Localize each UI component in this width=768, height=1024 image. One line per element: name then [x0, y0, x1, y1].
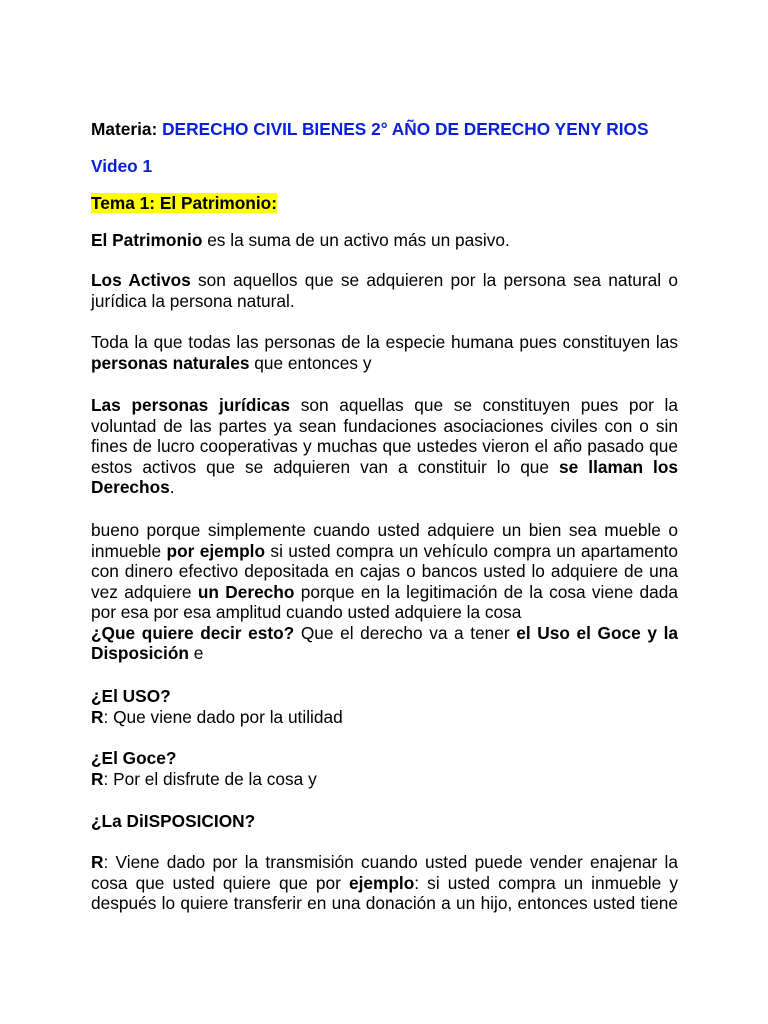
term-disposicion: Disposición	[91, 643, 189, 663]
line: por esa por esa amplitud cuando usted adquiere la cosa	[91, 602, 522, 622]
line: bueno porque simplemente cuando usted adquiere un bien sea mueble o	[91, 520, 678, 540]
line	[91, 477, 678, 498]
text: cosa que usted quiere que por	[91, 872, 349, 893]
line	[91, 541, 678, 562]
term-patrimonio: El Patrimonio	[91, 230, 203, 250]
text: es la suma de un activo más un pasivo.	[202, 230, 510, 250]
term-uso-goce: el Uso el Goce y la	[516, 622, 678, 643]
term-derechos: Derechos	[91, 477, 170, 497]
question-goce: ¿El Goce?	[91, 748, 177, 768]
line: jurídica la persona natural.	[91, 290, 295, 311]
line: voluntad de las partes ya sean fundaciones asociaciones civiles con o sin	[91, 415, 678, 436]
paragraph-transmision	[91, 852, 678, 914]
question-que-quiere-decir: ¿Que quiere decir esto?	[91, 622, 295, 643]
question-uso: ¿El USO?	[91, 686, 171, 706]
line	[91, 623, 678, 644]
answer-marker: R	[91, 706, 104, 727]
text: : Que viene dado por la utilidad	[103, 706, 343, 727]
text: : Por el disfrute de la cosa y	[103, 768, 317, 789]
video-title	[91, 156, 678, 177]
line: Toda la que todas las personas de la especie humana pues constituyen las	[91, 332, 678, 352]
paragraph-personas-juridicas	[91, 395, 678, 498]
line: después lo quiere transferir en una donación a un hijo, entonces usted tiene	[91, 893, 678, 913]
term-por-ejemplo: por ejemplo	[166, 540, 266, 561]
term-personas-juridicas: Las personas jurídicas	[91, 395, 291, 415]
line	[91, 643, 678, 664]
line	[91, 270, 678, 291]
answer-marker: R	[91, 852, 104, 872]
qa-uso	[91, 686, 678, 727]
qa-goce	[91, 748, 678, 789]
tema-label: Tema 1: El Patrimonio:	[91, 193, 277, 213]
answer-marker: R	[91, 768, 104, 789]
answer-uso	[91, 707, 678, 728]
line	[91, 852, 678, 873]
term-ejemplo: ejemplo	[348, 872, 415, 893]
question-disposicion: ¿La DiISPOSICION?	[91, 811, 256, 831]
tema-heading	[91, 193, 678, 214]
answer-goce	[91, 769, 678, 790]
text: Que el derecho va a tener	[294, 622, 517, 643]
line: fines de lucro cooperativas y muchas que ustedes vieron el año pasado que	[91, 436, 678, 456]
text: : si usted compra un inmueble y	[414, 872, 678, 893]
video-label: Video 1	[91, 156, 153, 176]
text: .	[169, 477, 175, 497]
text: son aquellas que se constituyen pues por la	[290, 395, 678, 415]
term-activos: Los Activos	[91, 270, 191, 290]
text: que entonces y	[249, 352, 372, 373]
paragraph-bien	[91, 520, 678, 664]
text: porque en la legitimación de la cosa viene dada	[294, 581, 678, 602]
text: son aquellos que se adquieren por la persona sea natural o	[190, 270, 678, 290]
materia-line	[91, 119, 678, 140]
line: con dinero efectivo depositada en cajas o bancos usted lo adquiere de una	[91, 561, 678, 581]
paragraph-activos	[91, 270, 678, 311]
qa-disposicion	[91, 811, 678, 832]
line	[91, 457, 678, 478]
text: e	[188, 643, 204, 663]
materia-value: DERECHO CIVIL BIENES 2° AÑO DE DERECHO YENY RIOS	[162, 119, 649, 139]
materia-label: Materia:	[91, 119, 158, 139]
text: estos activos que se adquieren van a constituir lo que	[91, 456, 560, 477]
text: vez adquiere	[91, 581, 198, 602]
text: inmueble	[91, 540, 167, 561]
term-personas-naturales: personas naturales	[91, 352, 250, 373]
paragraph-personas-naturales	[91, 332, 678, 373]
text: : Viene dado por la transmisión cuando usted puede vender enajenar la	[103, 852, 678, 872]
line	[91, 582, 678, 603]
line	[91, 873, 678, 894]
text: si usted compra un vehículo compra un apartamento	[265, 540, 678, 561]
paragraph-patrimonio	[91, 230, 678, 251]
line	[91, 395, 678, 416]
term-un-derecho: un Derecho	[197, 581, 295, 602]
term-se-llaman: se llaman los	[559, 456, 679, 477]
line	[91, 353, 678, 374]
